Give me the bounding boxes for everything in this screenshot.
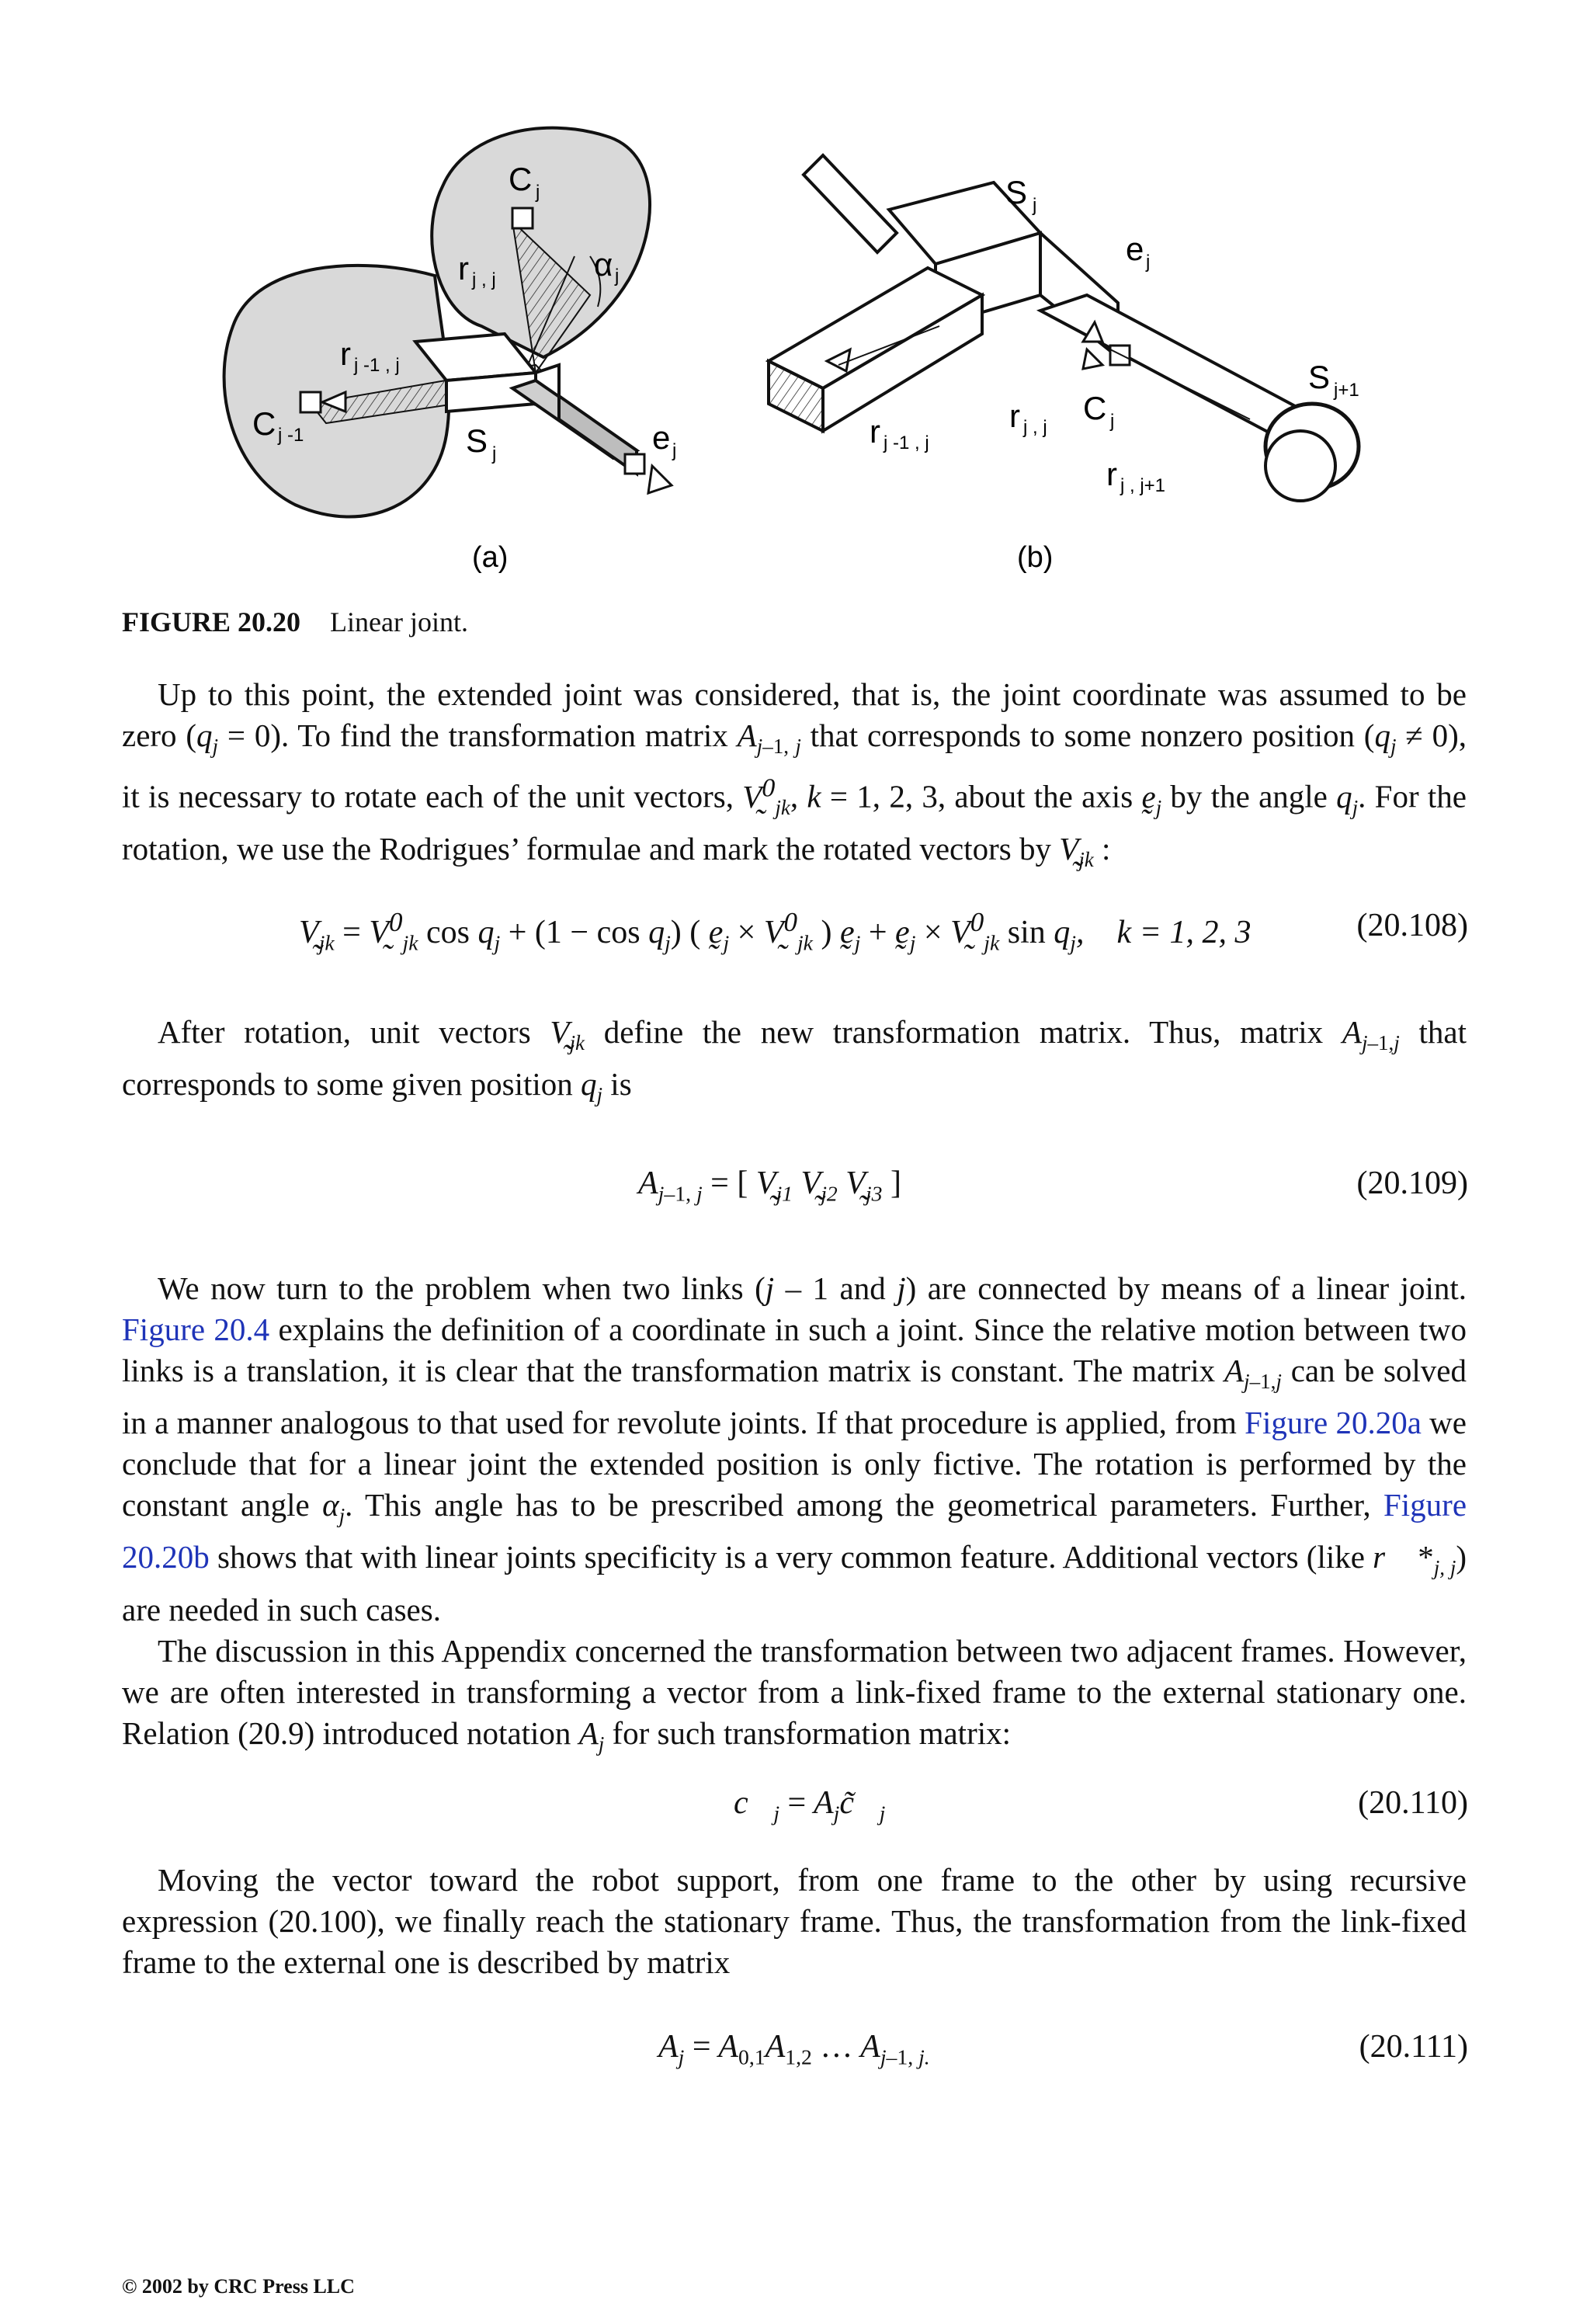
label-a-e-j: e (652, 419, 671, 456)
label-b-r-j1j: r (870, 413, 880, 450)
panel-a-drawing (224, 128, 677, 574)
label-b-c-j: C (1083, 390, 1107, 426)
label-a-e-j-sub: j (672, 440, 677, 461)
paragraph-3: We now turn to the problem when two links (j – 1 and j) are connected by means of a linear joint. Figure 20.4 explains the definition of a coordinate in such a joint. Since the relative motion between two links is a translation, it is clear that the transformation matrix is constant. The matrix $A_{j-1,j}$ can be solved in a manner analogous to that used for revolute joints. If that procedure is applied, from Figure 20.20a we conclude that for a linear joint the extended position is only fictive. The rotation is performed by the constant angle $\alpha_j$. This angle has to be prescribed among the geometrical parameters. Further, Figure 20.20b shows that with linear joints specificity is a very common feature. Additional vectors (like r⃗ $*_{j, j}$) are needed in such cases. The discussion in this Appendix concerned the transformation between two adjacent frames. However, we are often interested in transforming a vector from a link-fixed frame to the external stationary one. Relation (20.9) introduced notation $A_j$ for such transformation matrix: (122, 1270, 1467, 1756)
paragraph-2: After rotation, unit vectors $V̰_{jk}$ define the new transformation matrix. Thus, matrix $A_{j-1,j}$ that corresponds to some given position $q_j$ is (122, 1014, 1467, 1107)
label-a-alpha-sub: j (615, 266, 620, 287)
equation-number-20-111: (20.111) (1359, 2029, 1468, 2065)
label-a-c-j1: C (252, 405, 276, 442)
label-a-r-jj: r (458, 250, 469, 287)
equation-20-111-body: $A_j = A_{0,1}A_{1,2}$ … $A_{j-1,}$ $_{j.}$ (658, 2029, 930, 2069)
label-a-s-j-sub: j (492, 443, 497, 464)
link-figure-20-20a[interactable]: Figure 20.20a (1245, 1405, 1422, 1441)
paragraph-5: Moving the vector toward the robot support, from one frame to the other by using recursive expression (20.100), we finally reach the stationary frame. Thus, the transformation from the link-fixed frame to the external one is described by matrix (122, 1862, 1467, 1980)
label-a-c-j: C (509, 161, 533, 197)
label-a-alpha: α (594, 246, 613, 283)
label-b-e-j: e (1126, 231, 1144, 267)
label-a-r-j1j: r (340, 335, 351, 372)
link-figure-20-20b[interactable]: Figure 20.20b (122, 1487, 1467, 1575)
label-a-r-jj-sub: j , j (472, 269, 496, 290)
label-b-r-jj1: r (1106, 456, 1117, 492)
label-b-r-jj: r (1009, 398, 1020, 434)
figure-caption (122, 606, 468, 638)
copyright-footer: © 2002 by CRC Press LLC (122, 2275, 355, 2298)
label-a-s-j: S (466, 422, 488, 459)
equation-20-108-k: k = 1, 2, 3 (1116, 915, 1252, 950)
panel-b-drawing (769, 155, 1359, 574)
figure-label: FIGURE 20.20 (122, 606, 301, 637)
equation-number-20-109: (20.109) (1356, 1165, 1468, 1201)
figure-caption-text: Linear joint. (330, 606, 468, 637)
equation-20-111 (0, 2028, 1590, 2090)
paragraph-1: Up to this point, the extended joint was considered, that is, the joint coordinate was assumed to be zero $(q_j = 0)$. To find the transformation matrix $A_{j-1,}$ $_j$ that corresponds to some nonzero position $(q_j \ne 0)$, it is necessary to rotate each of the unit vectors, V̰$^0_{jk}$, k = 1, 2, 3, about the axis ḛ$_j$ by the angle $q_j$. For the rotation, we use the Rodrigues’ formulae and mark the rotated vectors by $V̰_{jk}$ : (122, 676, 1467, 872)
label-b-s-j1: S (1308, 359, 1331, 395)
label-a-c-j-sub: j (536, 182, 540, 203)
label-b-r-jj-sub: j , j (1023, 417, 1047, 438)
label-b-s-j: S (1005, 174, 1028, 210)
label-a-c-j1-sub: j -1 (278, 425, 304, 446)
equation-number-20-110: (20.110) (1358, 1785, 1468, 1821)
equation-number-20-108: (20.108) (1356, 908, 1468, 943)
equation-20-110-body: $c⃗_j$ = $A_jc̃⃗_j$ (734, 1785, 886, 1826)
label-a-r-j1j-sub: j -1 , j (354, 355, 400, 376)
equation-20-110 (0, 1784, 1590, 1846)
label-panel-a: (a) (472, 541, 509, 574)
figure-20-20 (0, 0, 1590, 606)
equation-20-108 (0, 907, 1590, 969)
label-b-e-j-sub: j (1146, 252, 1151, 273)
label-b-r-jj1-sub: j , j+1 (1120, 475, 1166, 496)
label-b-s-j-sub: j (1033, 195, 1037, 216)
label-b-c-j-sub: j (1110, 411, 1115, 432)
equation-20-109-body: $A_{j-1,}$ $_j$ = [ $V̰_{j1}$ $V̰_{j2}$ $V̰_{j3}$ ] (638, 1165, 901, 1206)
label-panel-b: (b) (1017, 541, 1054, 574)
label-b-s-j1-sub: j+1 (1334, 380, 1359, 401)
equation-20-109 (0, 1165, 1590, 1227)
equation-20-108-body: $V̰_{jk}$ = V̰$^0_{jk}$ $\cos q_j + (1 - \cos q_j)$ ( ḛ$_j$ × V̰$^0_{jk}$ ) ḛ$_j$ + ḛ$_j$ × V̰$^0_{jk}$ $\sin q_j$, k = 1, 2, 3 (299, 907, 1252, 955)
link-figure-20-4[interactable]: Figure 20.4 (122, 1311, 270, 1347)
label-b-r-j1j-sub: j -1 , j (884, 432, 929, 453)
